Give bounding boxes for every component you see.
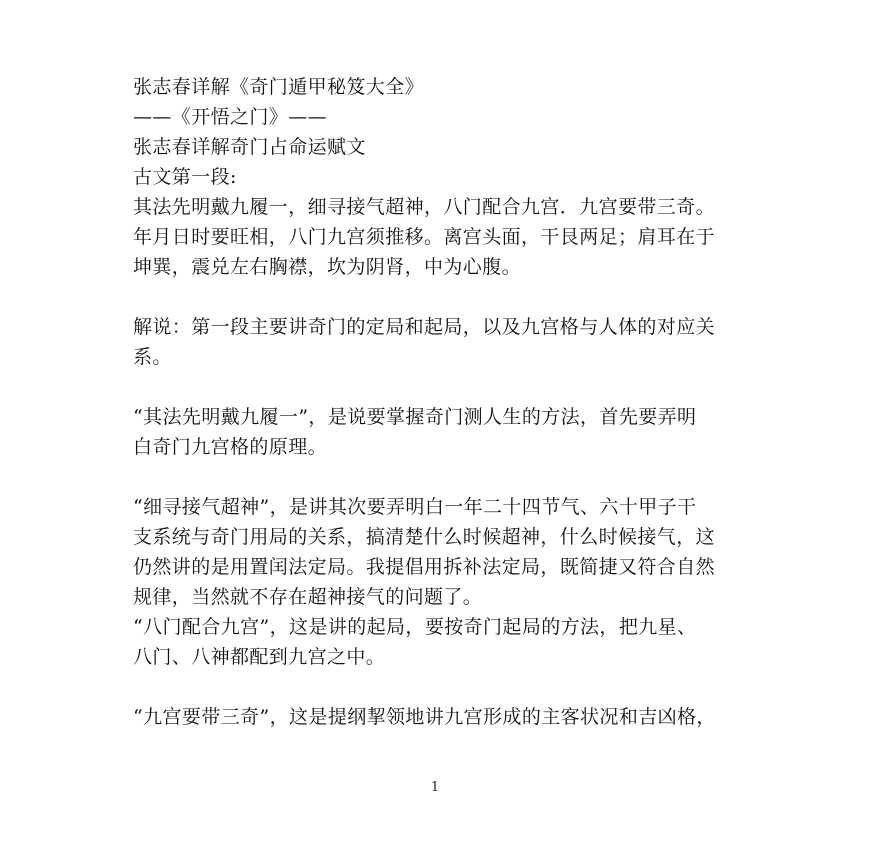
text-line: “细寻接气超神”，是讲其次要弄明白一年二十四节气、六十甲子干: [133, 496, 697, 518]
text-line: 其法先明戴九履一，细寻接气超神，八门配合九宫．九宫要带三奇。: [133, 196, 716, 218]
paragraph-classical-text: [133, 192, 748, 282]
text-line: 仍然讲的是用置闰法定局。我提倡用拆补法定局，既简捷又符合自然: [133, 556, 716, 578]
document-subtitle: ——《开悟之门》——: [133, 106, 328, 128]
page-number: 1: [430, 780, 440, 795]
section-label: 古文第一段:: [133, 166, 237, 188]
text-line: 系。: [133, 346, 172, 368]
text-line: 支系统与奇门用局的关系，搞清楚什么时候超神，什么时候接气，这: [133, 526, 716, 548]
paragraph-gap: [133, 462, 748, 492]
paragraph-explanation: [133, 312, 748, 372]
text-line: 白奇门九宫格的原理。: [133, 436, 328, 458]
text-line: 年月日时要旺相，八门九宫须推移。离宫头面，干艮两足；肩耳在于: [133, 226, 716, 248]
text-line: 八门、八神都配到九宫之中。: [133, 646, 386, 668]
text-line: “八门配合九宫”，这是讲的起局，要按奇门起局的方法，把九星、: [133, 616, 697, 638]
paragraph-gap: [133, 372, 748, 402]
paragraph-three-wonders: [133, 702, 748, 732]
paragraph-gap: [133, 282, 748, 312]
text-line: “其法先明戴九履一”，是说要掌握奇门测人生的方法，首先要弄明: [133, 406, 697, 428]
paragraph-eight-gates: [133, 612, 748, 672]
paragraph-gap: [133, 672, 748, 702]
document-title: 张志春详解《奇门遁甲秘笈大全》: [133, 76, 425, 98]
document-heading: 张志春详解奇门占命运赋文: [133, 136, 366, 158]
text-line: “九宫要带三奇”，这是提纲挈领地讲九宫形成的主客状况和吉凶格，: [133, 706, 716, 728]
text-line: 解说：第一段主要讲奇门的定局和起局，以及九宫格与人体的对应关: [133, 316, 716, 338]
document-body: [133, 72, 748, 732]
paragraph-nine-palace-principle: [133, 402, 748, 462]
paragraph-solar-terms: [133, 492, 748, 612]
text-line: 规律，当然就不存在超神接气的问题了。: [133, 586, 483, 608]
text-line: 坤巽，震兑左右胸襟，坎为阴肾，中为心腹。: [133, 256, 522, 278]
